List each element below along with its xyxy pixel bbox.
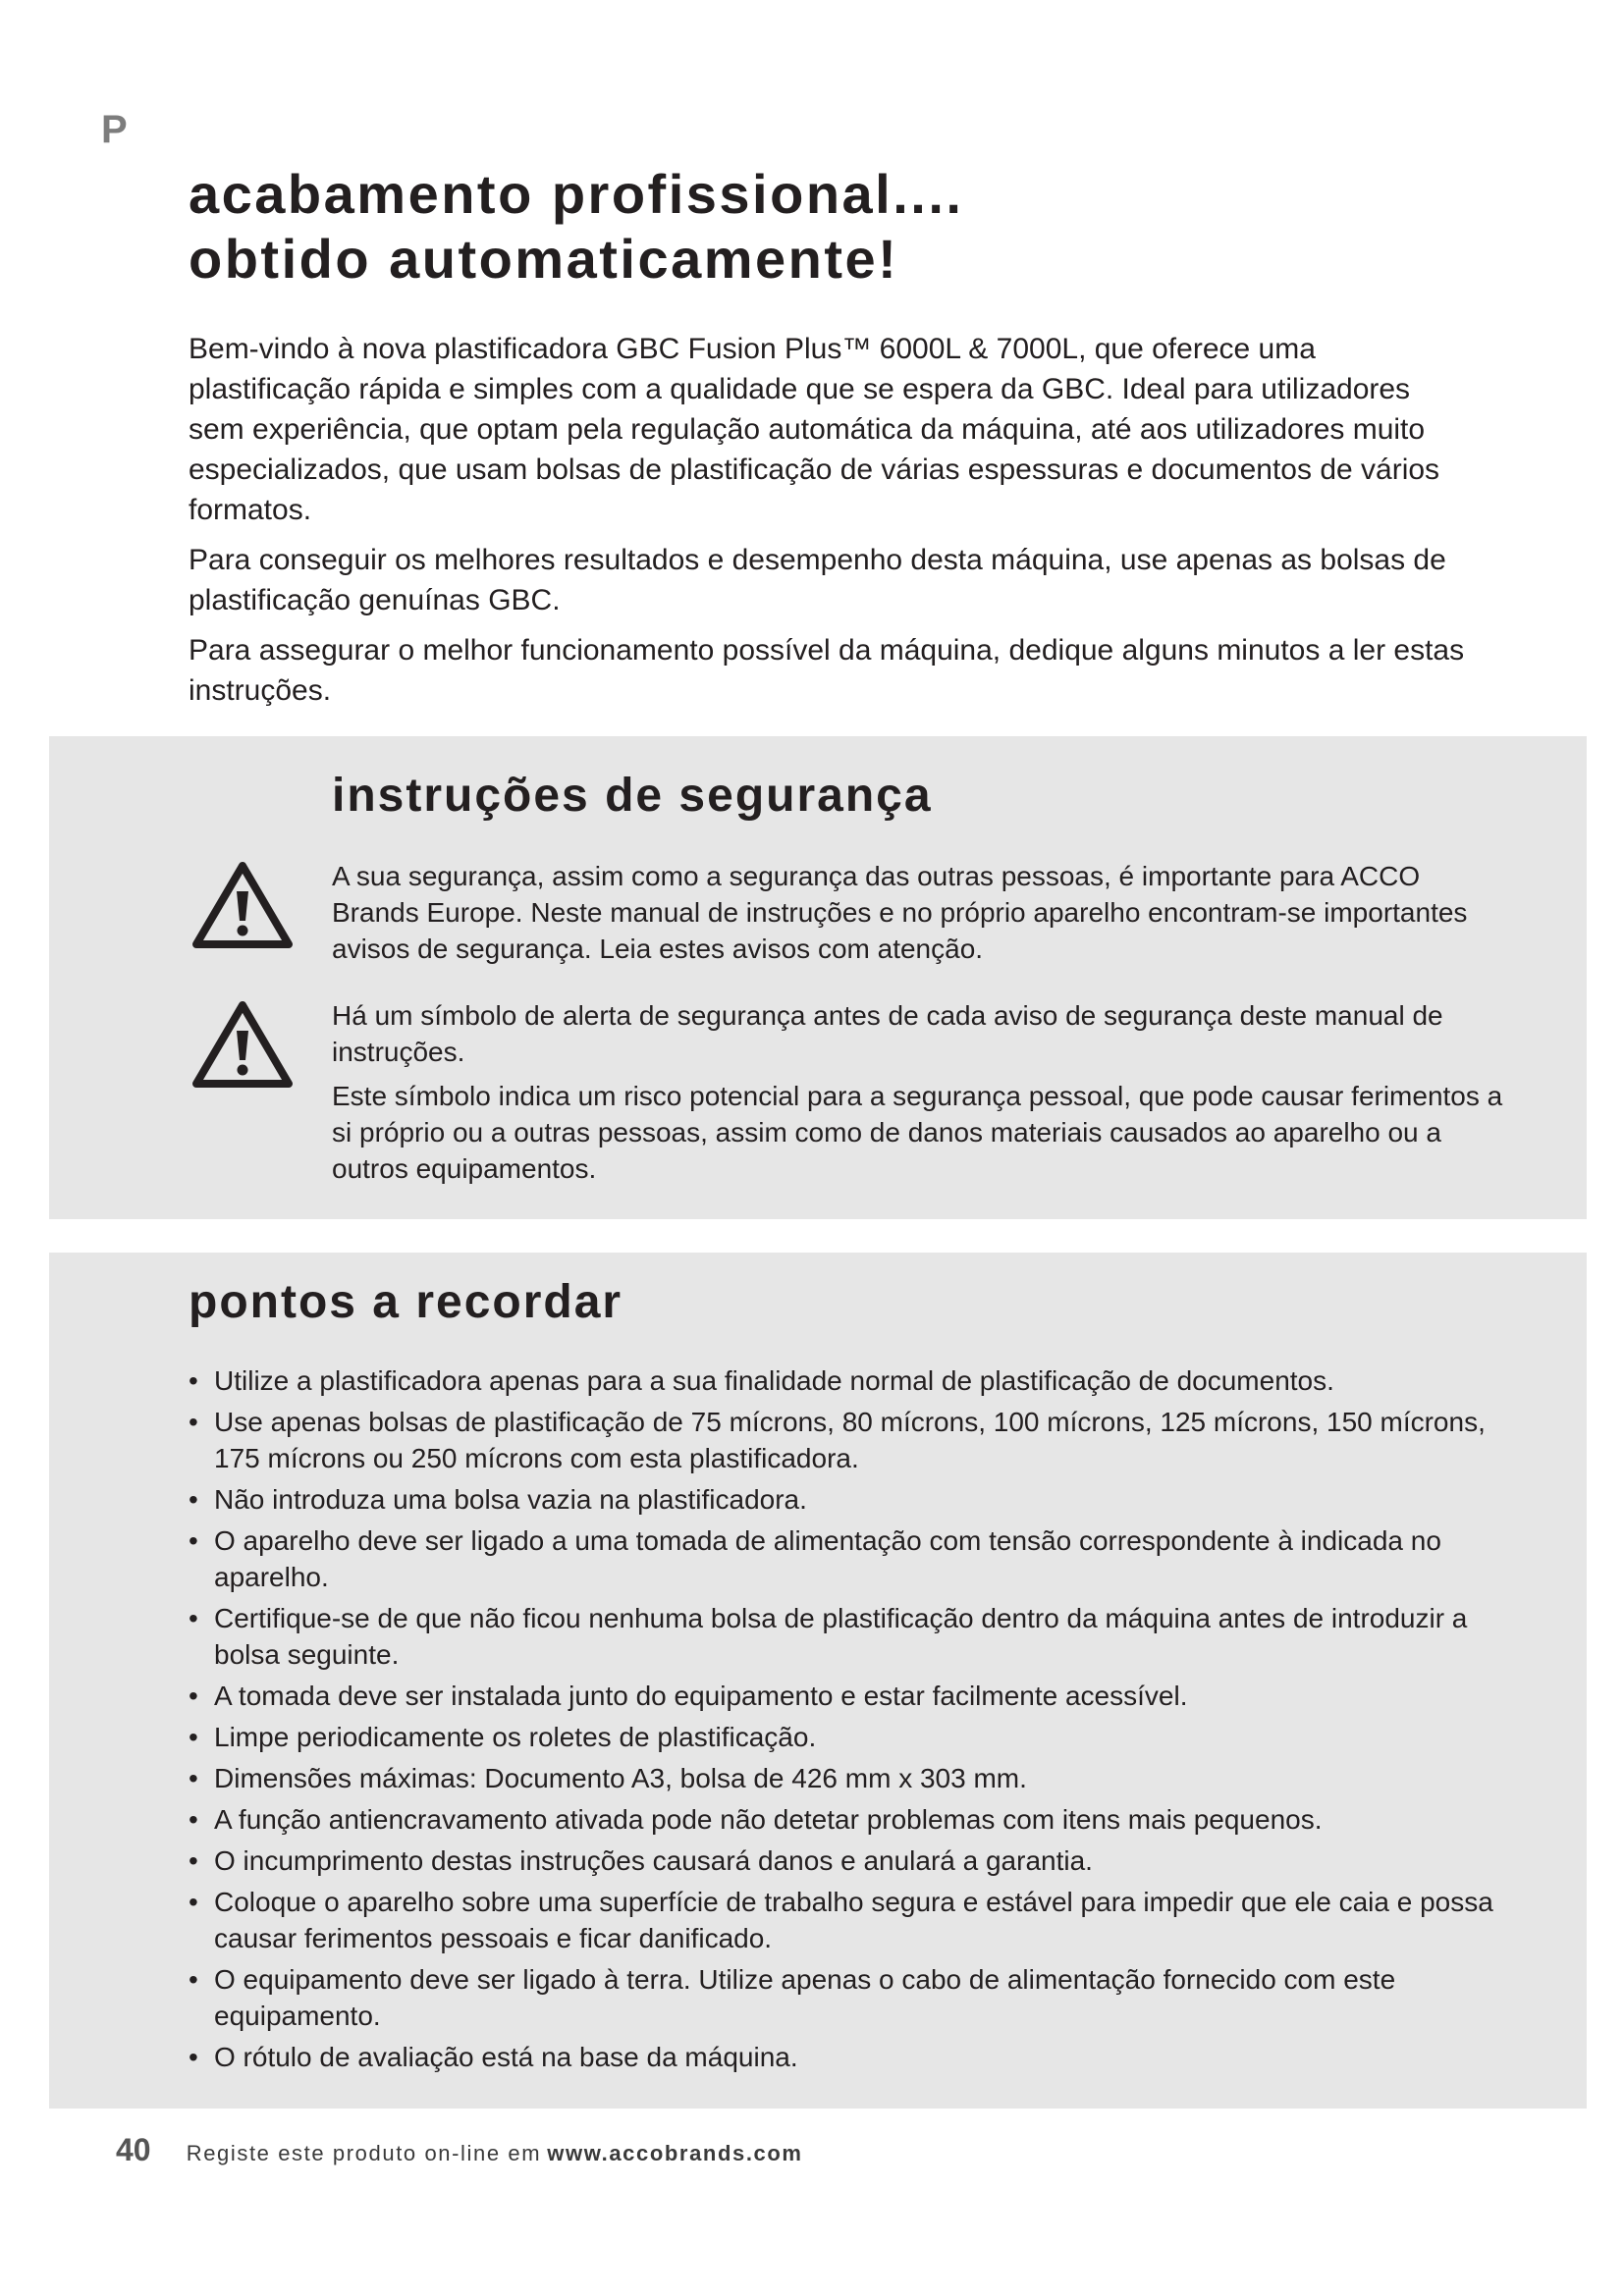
page-title-line-2: obtido automaticamente! xyxy=(189,228,899,290)
list-item: • Não introduza uma bolsa vazia na plastificadora. xyxy=(189,1481,1524,1518)
warning-triangle-icon xyxy=(190,997,295,1090)
list-item: • O rótulo de avaliação está na base da máquina. xyxy=(189,2039,1524,2075)
safety-paragraph: Há um símbolo de alerta de segurança antes de cada aviso de segurança deste manual de instruções. xyxy=(332,1000,1443,1067)
list-item: • O equipamento deve ser ligado à terra. Utilize apenas o cabo de alimentação fornecido com este equipamento. xyxy=(189,1961,1524,2034)
list-item: • A tomada deve ser instalada junto do equipamento e estar facilmente acessível. xyxy=(189,1678,1524,1714)
points-panel xyxy=(49,1253,1587,2109)
safety-text-block xyxy=(332,997,1510,1195)
safety-text-block xyxy=(332,858,1510,975)
list-item: • Certifique-se de que não ficou nenhuma bolsa de plastificação dentro da máquina antes de introduzir a bolsa seguinte. xyxy=(189,1600,1524,1673)
list-item: • Coloque o aparelho sobre uma superfície de trabalho segura e estável para impedir que ele caia e possa causar ferimentos pessoais e ficar danificado. xyxy=(189,1884,1524,1956)
language-marker: P xyxy=(101,108,128,151)
intro-paragraph: Bem-vindo à nova plastificadora GBC Fusion Plus™ 6000L & 7000L, que oferece uma plastificação rápida e simples com a qualidade que se espera da GBC. Ideal para utilizadores sem experiência, que optam pela regulação automática da máquina, até aos utilizadores muito especializados, que usam bolsas de plastificação de várias espessuras e documentos de vários formatos. xyxy=(189,333,1440,526)
footer-text: Registe este produto on-line em xyxy=(186,2141,542,2165)
points-list xyxy=(189,1362,1524,2080)
points-title: pontos a recordar xyxy=(189,1276,623,1328)
list-item: • Use apenas bolsas de plastificação de 75 mícrons, 80 mícrons, 100 mícrons, 125 mícrons, 150 mícrons, 175 mícrons ou 250 mícrons com esta plastificadora. xyxy=(189,1404,1524,1476)
page-footer xyxy=(116,2130,803,2173)
footer-url-link[interactable]: www.accobrands.com xyxy=(547,2141,803,2165)
list-item: • Limpe periodicamente os roletes de plastificação. xyxy=(189,1719,1524,1755)
safety-panel xyxy=(49,736,1587,1219)
list-item: • O aparelho deve ser ligado a uma tomada de alimentação com tensão correspondente à indicada no aparelho. xyxy=(189,1522,1524,1595)
warning-triangle-icon xyxy=(190,858,295,950)
intro-paragraph: Para assegurar o melhor funcionamento possível da máquina, dedique alguns minutos a ler estas instruções. xyxy=(189,634,1465,707)
page-title-line-1: acabamento profissional.... xyxy=(189,163,964,225)
page-title xyxy=(189,162,963,292)
list-item: • A função antiencravamento ativada pode não detetar problemas com itens mais pequenos. xyxy=(189,1801,1524,1838)
safety-paragraph: A sua segurança, assim como a segurança das outras pessoas, é importante para ACCO Brands Europe. Neste manual de instruções e no próprio aparelho encontram-se importantes avisos de segurança. Leia estes avisos com atenção. xyxy=(332,861,1468,964)
safety-title: instruções de segurança xyxy=(332,770,933,822)
intro-section xyxy=(189,329,1465,721)
safety-paragraph: Este símbolo indica um risco potencial para a segurança pessoal, que pode causar ferimentos a si próprio ou a outras pessoas, assim como de danos materiais causados ao aparelho ou a outros equipamentos. xyxy=(332,1081,1503,1184)
intro-paragraph: Para conseguir os melhores resultados e desempenho desta máquina, use apenas as bolsas de plastificação genuínas GBC. xyxy=(189,544,1446,616)
list-item: • Dimensões máximas: Documento A3, bolsa de 426 mm x 303 mm. xyxy=(189,1760,1524,1796)
list-item: • O incumprimento destas instruções causará danos e anulará a garantia. xyxy=(189,1842,1524,1879)
list-item: • Utilize a plastificadora apenas para a sua finalidade normal de plastificação de documentos. xyxy=(189,1362,1524,1399)
page-number: 40 xyxy=(116,2132,151,2167)
